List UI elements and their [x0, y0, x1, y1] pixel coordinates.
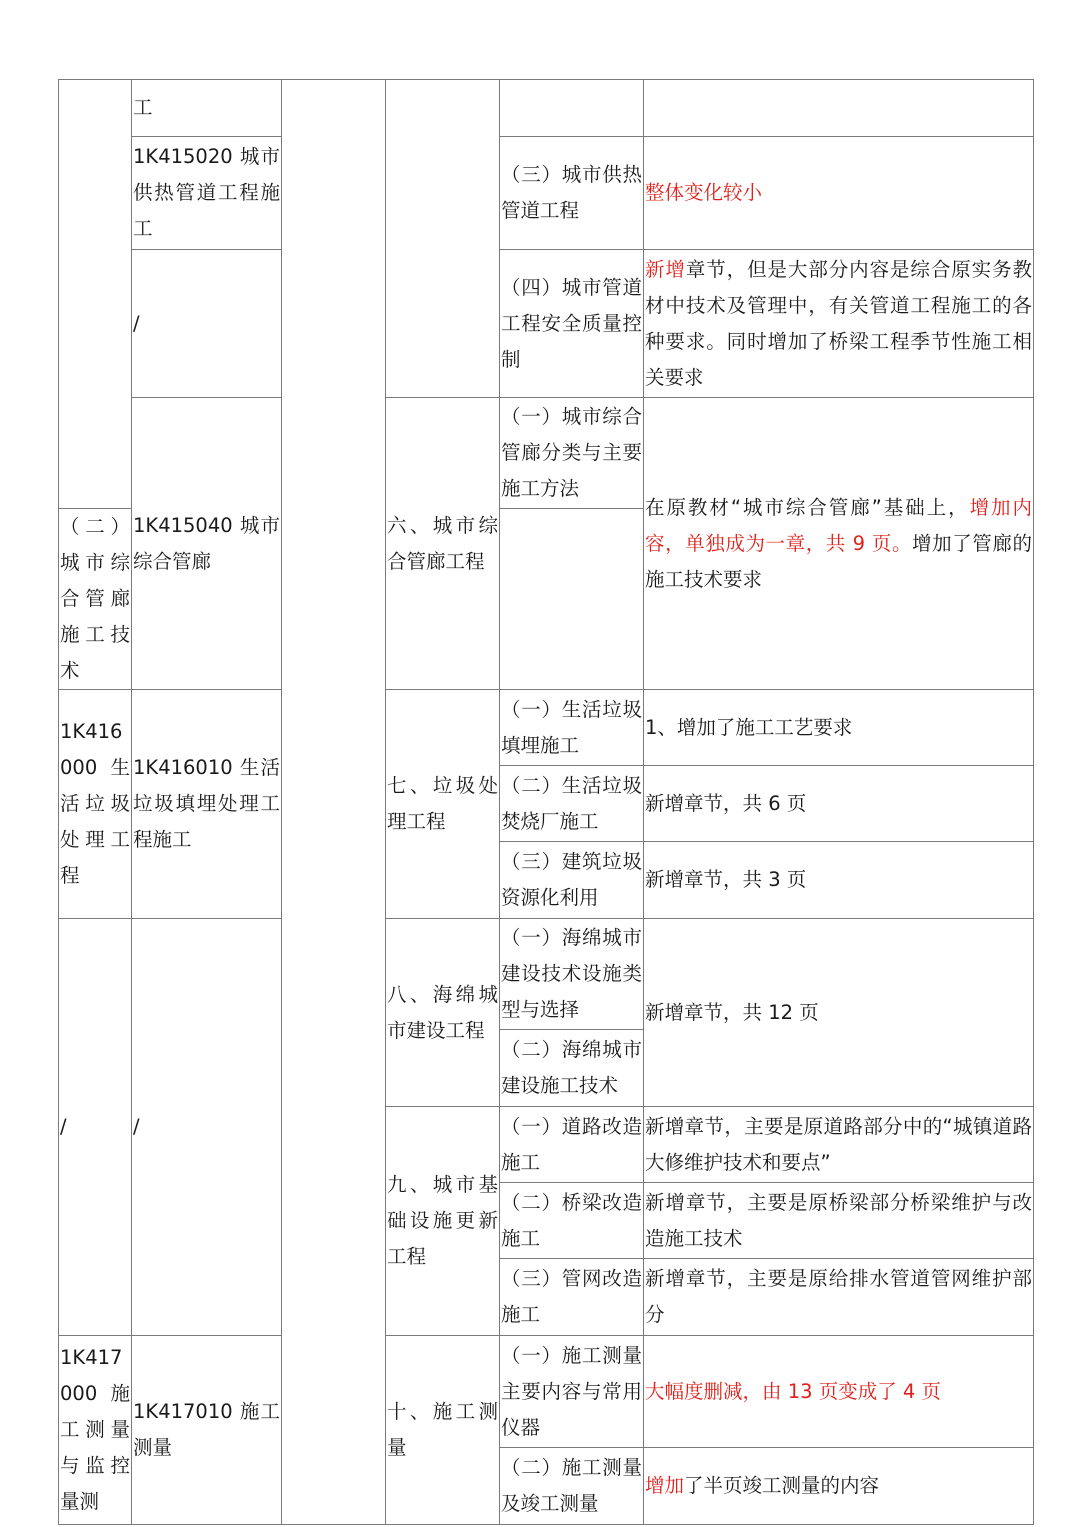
cell-new-subsection: （三）管网改造施工 — [500, 1259, 644, 1336]
cell-section-code: 1K415020 城市供热管道工程施工 — [132, 137, 282, 250]
cell-new-chapter: 九、城市基础设施更新工程 — [386, 1107, 500, 1336]
cell-new-chapter: 八、海绵城市建设工程 — [386, 919, 500, 1107]
cell-section-code: / — [132, 250, 282, 398]
comparison-table — [58, 79, 1034, 1525]
cell-change-note: 大幅度删减，由 13 页变成了 4 页 — [644, 1336, 1034, 1448]
cell-change-note — [644, 1448, 1034, 1525]
cell-section-code: 1K415040 城市综合管廊 — [132, 398, 282, 690]
cell-change-note: 新增章节，共 12 页 — [644, 919, 1034, 1107]
highlight-text: 增加 — [645, 1474, 685, 1497]
highlight-text: 增加内容，单独成为一章，共 9 页。 — [645, 495, 1032, 555]
cell-new-chapter: 十、施工测量 — [386, 1336, 500, 1525]
cell-new-subsection: （三）城市供热管道工程 — [500, 137, 644, 250]
cell-change-note: 新增章节，共 6 页 — [644, 766, 1034, 842]
cell-section-code: 1K417010 施工测量 — [132, 1336, 282, 1525]
cell-change-note — [644, 250, 1034, 398]
cell-change-note: 新增章节，主要是原道路部分中的“城镇道路大修维护技术和要点” — [644, 1107, 1034, 1183]
cell-change-note: 1、增加了施工工艺要求 — [644, 690, 1034, 766]
cell-new-subsection: （一）生活垃圾填埋施工 — [500, 690, 644, 766]
cell-new-subsection: （一）施工测量主要内容与常用仪器 — [500, 1336, 644, 1448]
cell-chapter-code: 1K417000 施工测量与监控量测 — [59, 1336, 132, 1525]
cell-chapter-code: 1K416000 生活垃圾处理工程 — [59, 690, 132, 919]
cell-new-chapter: 七、垃圾处理工程 — [386, 690, 500, 919]
cell-new-subsection: （一）道路改造施工 — [500, 1107, 644, 1183]
cell-change-note: 新增章节，主要是原给排水管道管网维护部分 — [644, 1259, 1034, 1336]
note-text: 章节，但是大部分内容是综合原实务教材中技术及管理中，有关管道工程施工的各种要求。同时增加了桥梁工程季节性施工相关要求 — [645, 257, 1032, 389]
note-text: 了半页竣工测量的内容 — [684, 1474, 880, 1497]
cell-change-note: 新增章节，主要是原桥梁部分桥梁维护与改造施工技术 — [644, 1183, 1034, 1259]
cell-section-fragment: 工 — [132, 80, 282, 137]
cell-new-subsection: （二）生活垃圾焚烧厂施工 — [500, 766, 644, 842]
note-text: 在原教材“城市综合管廊”基础上， — [645, 495, 970, 519]
cell-new-subsection: （三）建筑垃圾资源化利用 — [500, 842, 644, 919]
cell-chapter-code: / — [59, 919, 132, 1336]
cell-new-subsection: （二）城市综合管廊施工技术 — [59, 509, 132, 690]
cell-new-subsection: （四）城市管道工程安全质量控制 — [500, 250, 644, 398]
cell-new-subsection: （一）城市综合管廊分类与主要施工方法 — [500, 398, 644, 509]
cell-section-code: 1K416010 生活垃圾填埋处理工程施工 — [132, 690, 282, 919]
cell-empty-column — [282, 80, 386, 1525]
highlight-text: 新增 — [645, 257, 686, 281]
cell-empty — [386, 80, 500, 398]
cell-new-subsection: （二）施工测量及竣工测量 — [500, 1448, 644, 1525]
cell-new-chapter: 六、城市综合管廊工程 — [386, 398, 500, 690]
cell-empty — [500, 80, 644, 137]
cell-change-note: 新增章节，共 3 页 — [644, 842, 1034, 919]
cell-change-note — [644, 398, 1034, 690]
cell-new-subsection: （一）海绵城市建设技术设施类型与选择 — [500, 919, 644, 1030]
note-text: 增加了管廊的施工技术要求 — [645, 531, 1032, 591]
cell-new-subsection: （二）海绵城市建设施工技术 — [500, 1030, 644, 1107]
cell-section-code: / — [132, 919, 282, 1336]
cell-empty — [644, 80, 1034, 137]
cell-change-note: 整体变化较小 — [644, 137, 1034, 250]
cell-new-subsection: （二）桥梁改造施工 — [500, 1183, 644, 1259]
cell-empty — [59, 80, 132, 509]
